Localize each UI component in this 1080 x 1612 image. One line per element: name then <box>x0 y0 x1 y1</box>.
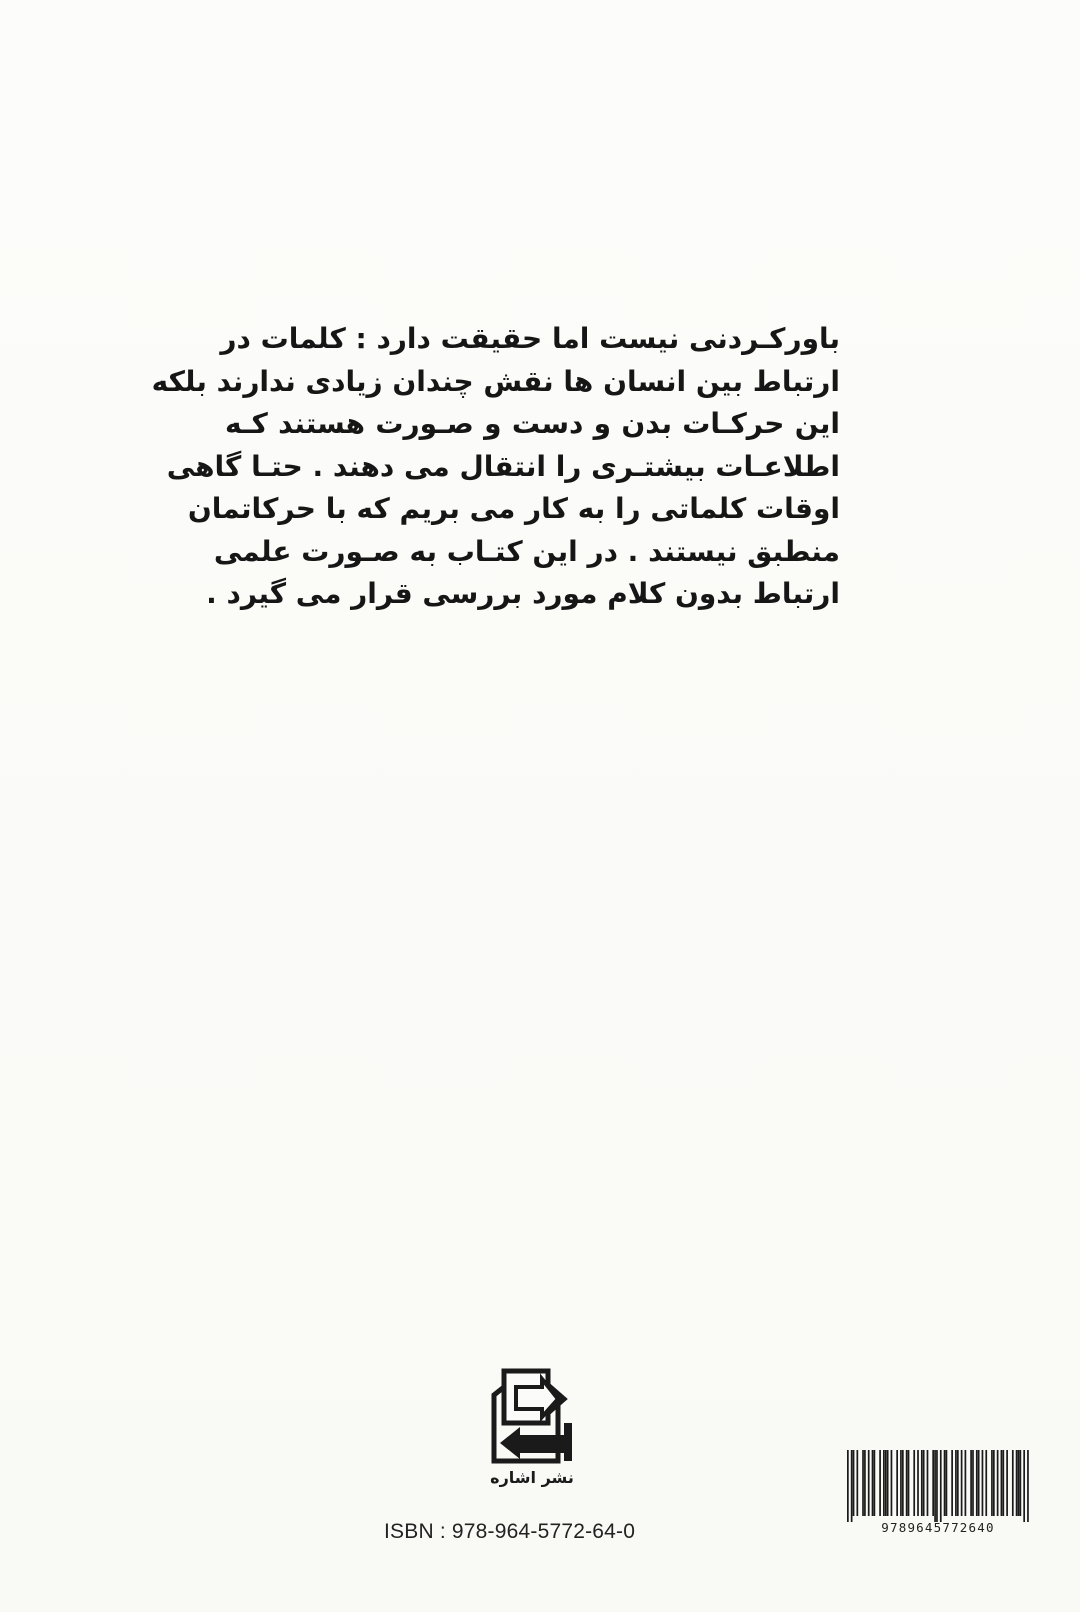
barcode-bar <box>887 1450 889 1516</box>
barcode-bar <box>921 1450 923 1516</box>
barcode-bar <box>993 1450 995 1516</box>
isbn-label: ISBN : 978-964-5772-64-0 <box>384 1520 636 1543</box>
barcode-bar <box>972 1450 974 1516</box>
blurb-line: ارتباط بدون کلام مورد بررسی قرار می گیرد . <box>206 577 840 610</box>
barcode-bar <box>856 1450 858 1516</box>
barcode-bar <box>917 1450 919 1516</box>
barcode-bar <box>946 1450 948 1516</box>
barcode-bar <box>885 1450 887 1516</box>
barcode-bar <box>900 1450 902 1516</box>
barcode-bar <box>923 1450 925 1516</box>
blurb-line: ارتباط بین انسان ها نقش چندان زیادی ندارند بلکه <box>151 364 840 398</box>
blurb-line: باورکـردنی نیست اما حقیقت دارد : کلمات در <box>220 322 840 355</box>
barcode-bar <box>864 1450 866 1516</box>
barcode-bar <box>991 1450 993 1516</box>
barcode-bar <box>970 1450 972 1516</box>
blurb-line: اطلاعـات بیشتـری را انتقال می دهند . حتـا گاهی <box>166 449 840 483</box>
barcode-bar <box>1023 1450 1025 1522</box>
barcode-bar <box>965 1450 967 1516</box>
barcode-bar <box>847 1450 849 1522</box>
barcode-bar <box>976 1450 978 1516</box>
barcode-bar <box>1002 1450 1004 1516</box>
barcode-bar <box>927 1450 929 1516</box>
barcode-bar <box>872 1450 874 1516</box>
barcode-bar <box>940 1450 942 1522</box>
barcode-bar <box>932 1450 934 1516</box>
blurb-line: منطبق نیستند . در این کتـاب به صـورت علمی <box>213 534 840 568</box>
barcode-bar <box>934 1450 936 1522</box>
barcode-bar <box>906 1450 908 1516</box>
blurb-line: این حرکـات بدن و دست و صـورت هستند کـه <box>225 407 840 440</box>
barcode-bar <box>978 1450 980 1516</box>
barcode-bar <box>997 1450 999 1516</box>
barcode-bar <box>1020 1450 1022 1516</box>
barcode-bar <box>891 1450 893 1516</box>
barcode-bar <box>851 1450 853 1522</box>
barcode-bar <box>1006 1450 1008 1516</box>
barcode-bar <box>902 1450 904 1516</box>
barcode-bar <box>955 1450 957 1516</box>
barcode-bar <box>868 1450 870 1516</box>
barcode-bar <box>879 1450 881 1516</box>
blurb-line: اوقات کلماتی را به کار می بریم که با حرکاتمان <box>187 492 840 525</box>
barcode-bar <box>862 1450 864 1516</box>
blurb-text <box>151 318 840 616</box>
barcode-bar <box>1018 1450 1020 1516</box>
publisher-logo-icon <box>486 1365 578 1465</box>
barcode-bar <box>957 1450 959 1516</box>
barcode-bar <box>936 1450 938 1522</box>
barcode-bar <box>982 1450 984 1516</box>
barcode-bar <box>1012 1450 1014 1516</box>
barcode-bar <box>1001 1450 1003 1516</box>
barcode-bar <box>1016 1450 1018 1516</box>
barcode-bar <box>913 1450 915 1516</box>
barcode-icon <box>843 1448 1033 1522</box>
barcode-bar <box>874 1450 876 1516</box>
barcode-bar <box>853 1450 855 1516</box>
publisher-name: نشر اشاره <box>490 1468 574 1487</box>
barcode-bar <box>1027 1450 1029 1522</box>
barcode-bar <box>908 1450 910 1516</box>
barcode-digits: 9789645772640 <box>881 1520 995 1535</box>
barcode-bar <box>985 1450 987 1516</box>
barcode-bar <box>961 1450 963 1516</box>
barcode-bar <box>944 1450 946 1516</box>
barcode-bar <box>951 1450 953 1516</box>
barcode-bar <box>883 1450 885 1516</box>
barcode-bar <box>896 1450 898 1516</box>
